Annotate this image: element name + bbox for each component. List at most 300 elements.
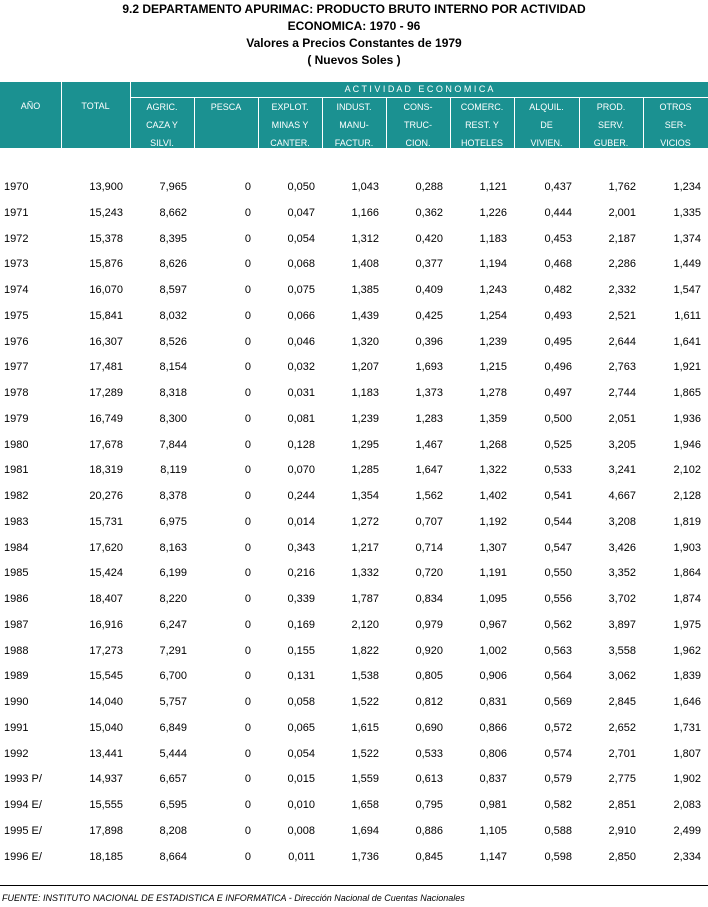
- table-row: [0, 336, 708, 362]
- value-cell: 2,128: [673, 490, 701, 502]
- value-cell: 1,254: [479, 309, 507, 322]
- column-header-line: HOTELES: [460, 138, 503, 148]
- value-cell: 1,903: [673, 541, 701, 554]
- table-row: [0, 490, 708, 516]
- value-cell: 0: [244, 438, 251, 451]
- value-cell: 0,845: [415, 850, 443, 863]
- column-divider: [61, 82, 62, 148]
- value-cell: 1,902: [673, 773, 701, 786]
- value-cell: 16,916: [89, 618, 123, 631]
- year-cell: 1992: [4, 747, 29, 760]
- column-header-line: TOTAL: [81, 101, 110, 111]
- value-cell: 0,046: [287, 335, 315, 348]
- table-row: [0, 361, 708, 387]
- value-cell: 17,289: [89, 387, 123, 399]
- value-cell: 1,658: [351, 799, 379, 811]
- year-cell: 1971: [4, 206, 29, 219]
- column-header-line: AGRIC.: [146, 102, 178, 112]
- value-cell: 0,066: [287, 309, 315, 322]
- value-cell: 1,874: [673, 593, 701, 605]
- value-cell: 7,844: [159, 438, 187, 451]
- value-cell: 17,678: [89, 438, 123, 451]
- value-cell: 1,312: [351, 232, 379, 245]
- value-cell: 0,497: [544, 387, 572, 399]
- value-cell: 0,556: [544, 593, 572, 605]
- year-cell: 1995 E/: [4, 824, 42, 837]
- value-cell: 0: [244, 387, 251, 399]
- value-cell: 0,288: [415, 181, 443, 193]
- value-cell: 0,054: [287, 747, 315, 760]
- value-cell: 0,795: [415, 799, 443, 811]
- column-header-line: REST. Y: [465, 120, 499, 130]
- value-cell: 2,644: [608, 335, 636, 348]
- value-cell: 2,652: [608, 721, 636, 734]
- value-cell: 0: [244, 181, 251, 193]
- value-cell: 0,425: [415, 309, 443, 322]
- column-header-line: CANTER.: [270, 138, 310, 148]
- table-row: [0, 696, 708, 722]
- year-cell: 1987: [4, 618, 29, 631]
- column-divider: [194, 98, 195, 148]
- value-cell: 0: [244, 850, 251, 863]
- value-cell: 1,359: [479, 412, 507, 425]
- value-cell: 1,332: [351, 567, 379, 580]
- value-cell: 1,936: [673, 412, 701, 425]
- table-row: [0, 310, 708, 336]
- year-cell: 1983: [4, 515, 29, 528]
- value-cell: 7,291: [159, 644, 187, 657]
- value-cell: 4,667: [608, 490, 636, 502]
- value-cell: 1,147: [479, 850, 507, 863]
- value-cell: 1,864: [673, 567, 701, 580]
- value-cell: 1,322: [479, 464, 507, 477]
- value-cell: 0: [244, 309, 251, 322]
- value-cell: 17,273: [89, 644, 123, 657]
- value-cell: 1,215: [479, 361, 507, 374]
- column-header-line: GUBER.: [593, 138, 629, 148]
- value-cell: 0,831: [479, 696, 507, 708]
- value-cell: 0,834: [415, 593, 443, 605]
- table-header: [0, 82, 708, 148]
- value-cell: 0,468: [544, 258, 572, 271]
- value-cell: 0,437: [544, 181, 572, 193]
- value-cell: 8,300: [159, 412, 187, 425]
- value-cell: 2,120: [351, 618, 379, 631]
- table-row: [0, 567, 708, 593]
- title-line-1: 9.2 DEPARTAMENTO APURIMAC: PRODUCTO BRUTO INTERNO POR ACTIVIDAD: [122, 2, 586, 16]
- value-cell: 1,307: [479, 541, 507, 554]
- value-cell: 1,278: [479, 387, 507, 399]
- value-cell: 0,598: [544, 850, 572, 863]
- value-cell: 0,065: [287, 721, 315, 734]
- title-line-2: ECONOMICA: 1970 - 96: [287, 19, 421, 33]
- value-cell: 0,866: [479, 721, 507, 734]
- value-cell: 0: [244, 799, 251, 811]
- value-cell: 0,547: [544, 541, 572, 554]
- table-row: [0, 645, 708, 671]
- value-cell: 1,819: [673, 515, 701, 528]
- value-cell: 1,095: [479, 593, 507, 605]
- column-header-line: SER-: [664, 120, 687, 130]
- value-cell: 1,547: [673, 284, 701, 296]
- table-row: [0, 851, 708, 877]
- value-cell: 20,276: [89, 490, 123, 502]
- value-cell: 0,574: [544, 747, 572, 760]
- value-cell: 1,243: [479, 284, 507, 296]
- value-cell: 0,047: [287, 206, 315, 219]
- table-row: [0, 516, 708, 542]
- value-cell: 0,588: [544, 824, 572, 837]
- value-cell: 1,787: [351, 593, 379, 605]
- value-cell: 0,032: [287, 361, 315, 374]
- value-cell: 8,662: [159, 206, 187, 219]
- value-cell: 0,981: [479, 799, 507, 811]
- value-cell: 0: [244, 747, 251, 760]
- value-cell: 0,525: [544, 438, 572, 451]
- value-cell: 1,043: [351, 181, 379, 193]
- value-cell: 0: [244, 721, 251, 734]
- value-cell: 17,620: [89, 541, 123, 554]
- value-cell: 1,194: [479, 258, 507, 271]
- value-cell: 16,070: [89, 284, 123, 296]
- value-cell: 1,320: [351, 335, 379, 348]
- value-cell: 0,564: [544, 670, 572, 683]
- value-cell: 0,562: [544, 618, 572, 631]
- value-cell: 1,646: [673, 696, 701, 708]
- value-cell: 3,558: [608, 644, 636, 657]
- value-cell: 1,354: [351, 490, 379, 502]
- year-cell: 1978: [4, 387, 29, 399]
- value-cell: 0,563: [544, 644, 572, 657]
- value-cell: 2,286: [608, 258, 636, 271]
- value-cell: 15,040: [89, 721, 123, 734]
- value-cell: 0,493: [544, 309, 572, 322]
- value-cell: 0,128: [287, 438, 315, 451]
- value-cell: 2,334: [673, 850, 701, 863]
- column-header-line: SERV.: [597, 120, 625, 130]
- value-cell: 5,444: [159, 747, 187, 760]
- year-cell: 1980: [4, 438, 29, 451]
- value-cell: 0,482: [544, 284, 572, 296]
- value-cell: 5,757: [159, 696, 187, 708]
- column-header-line: VIVIEN.: [530, 138, 563, 148]
- value-cell: 15,841: [89, 309, 123, 322]
- value-cell: 3,241: [608, 464, 636, 477]
- value-cell: 16,749: [89, 412, 123, 425]
- value-cell: 1,234: [673, 181, 701, 193]
- value-cell: 0,496: [544, 361, 572, 374]
- value-cell: 1,736: [351, 850, 379, 863]
- value-cell: 0: [244, 670, 251, 683]
- value-cell: 0,396: [415, 335, 443, 348]
- value-cell: 15,378: [89, 232, 123, 245]
- value-cell: 8,220: [159, 593, 187, 605]
- year-cell: 1994 E/: [4, 799, 42, 811]
- year-cell: 1977: [4, 361, 29, 374]
- value-cell: 1,647: [415, 464, 443, 477]
- value-cell: 8,163: [159, 541, 187, 554]
- value-cell: 8,119: [160, 464, 187, 477]
- value-cell: 0: [244, 593, 251, 605]
- value-cell: 2,051: [608, 412, 636, 425]
- value-cell: 1,239: [479, 335, 507, 348]
- column-header-line: SILVI.: [150, 138, 174, 148]
- value-cell: 1,207: [351, 361, 379, 374]
- value-cell: 18,319: [89, 464, 123, 477]
- column-header: [61, 97, 130, 115]
- value-cell: 6,975: [159, 515, 187, 528]
- value-cell: 17,481: [89, 361, 123, 374]
- value-cell: 0,886: [415, 824, 443, 837]
- year-cell: 1979: [4, 412, 29, 425]
- table-row: [0, 825, 708, 851]
- value-cell: 1,335: [673, 206, 701, 219]
- value-cell: 0,054: [287, 232, 315, 245]
- value-cell: 0: [244, 696, 251, 708]
- footer-divider: [0, 885, 708, 886]
- value-cell: 1,183: [479, 232, 507, 245]
- value-cell: 0,050: [287, 181, 315, 193]
- value-cell: 2,701: [608, 747, 636, 760]
- year-cell: 1973: [4, 258, 29, 271]
- column-divider: [386, 98, 387, 148]
- value-cell: 0,377: [415, 258, 443, 271]
- value-cell: 0: [244, 361, 251, 374]
- year-cell: 1974: [4, 284, 29, 296]
- value-cell: 15,731: [89, 515, 123, 528]
- value-cell: 15,424: [89, 567, 123, 580]
- title-line-4: ( Nuevos Soles ): [307, 53, 401, 67]
- value-cell: 0,058: [287, 696, 315, 708]
- column-header: [0, 97, 61, 115]
- value-cell: 0,906: [479, 670, 507, 683]
- value-cell: 1,295: [351, 438, 379, 451]
- value-cell: 13,441: [89, 747, 123, 760]
- value-cell: 0: [244, 824, 251, 837]
- column-header-line: COMERC.: [460, 102, 504, 112]
- table-row: [0, 799, 708, 825]
- table-row: [0, 439, 708, 465]
- value-cell: 7,965: [159, 181, 187, 193]
- value-cell: 0,081: [287, 412, 315, 425]
- table-row: [0, 284, 708, 310]
- value-cell: 1,226: [479, 206, 507, 219]
- value-cell: 8,318: [159, 387, 187, 399]
- column-header-line: CAZA Y: [146, 120, 178, 130]
- value-cell: 1,272: [351, 515, 379, 528]
- value-cell: 0,979: [415, 618, 443, 631]
- value-cell: 1,975: [673, 618, 701, 631]
- value-cell: 0,920: [415, 644, 443, 657]
- column-header-line: PESCA: [210, 102, 242, 112]
- value-cell: 3,352: [608, 567, 636, 580]
- value-cell: 0,707: [415, 515, 443, 528]
- column-divider: [579, 98, 580, 148]
- column-header-line: OTROS: [659, 102, 692, 112]
- column-divider: [322, 98, 323, 148]
- value-cell: 8,597: [159, 284, 187, 296]
- value-cell: 17,898: [89, 824, 123, 837]
- column-header-line: EXPLOT.: [271, 102, 309, 112]
- value-cell: 1,385: [351, 284, 379, 296]
- value-cell: 0,550: [544, 567, 572, 580]
- value-cell: 8,664: [159, 850, 187, 863]
- value-cell: 14,937: [89, 773, 123, 786]
- value-cell: 15,545: [89, 670, 123, 683]
- value-cell: 2,850: [608, 850, 636, 863]
- value-cell: 0,806: [479, 747, 507, 760]
- value-cell: 0: [244, 618, 251, 631]
- value-cell: 0: [244, 412, 251, 425]
- header-group-label: A C T I V I D A D E C O N O M I C A: [344, 84, 494, 94]
- value-cell: 0: [244, 773, 251, 786]
- value-cell: 1,962: [673, 644, 701, 657]
- column-header-line: AÑO: [20, 101, 41, 111]
- value-cell: 0,031: [287, 387, 315, 399]
- column-header-line: INDUST.: [336, 102, 372, 112]
- value-cell: 0,244: [287, 490, 315, 502]
- value-cell: 0: [244, 206, 251, 219]
- table-title: [0, 1, 708, 69]
- value-cell: 0,420: [415, 232, 443, 245]
- column-header-line: FACTUR.: [334, 138, 374, 148]
- value-cell: 1,559: [351, 773, 379, 786]
- value-cell: 1,731: [673, 721, 701, 734]
- table-row: [0, 207, 708, 233]
- year-cell: 1988: [4, 644, 29, 657]
- value-cell: 8,154: [159, 361, 187, 374]
- value-cell: 1,522: [351, 696, 379, 708]
- value-cell: 1,865: [673, 387, 701, 399]
- value-cell: 8,378: [159, 490, 187, 502]
- value-cell: 6,247: [159, 618, 187, 631]
- value-cell: 1,807: [673, 747, 701, 760]
- column-header: [130, 98, 194, 152]
- table-row: [0, 773, 708, 799]
- value-cell: 1,268: [479, 438, 507, 451]
- value-cell: 0,533: [415, 747, 443, 760]
- column-header: [579, 98, 643, 152]
- year-cell: 1981: [4, 464, 29, 477]
- column-divider: [258, 98, 259, 148]
- value-cell: 2,910: [608, 824, 636, 837]
- column-header-line: TRUC-: [404, 120, 432, 130]
- year-cell: 1984: [4, 541, 29, 554]
- value-cell: 2,851: [608, 799, 636, 811]
- value-cell: 1,822: [351, 644, 379, 657]
- value-cell: 2,187: [608, 232, 636, 245]
- value-cell: 0,579: [544, 773, 572, 786]
- value-cell: 1,439: [351, 309, 379, 322]
- value-cell: 2,845: [608, 696, 636, 708]
- year-cell: 1982: [4, 490, 29, 502]
- value-cell: 6,700: [159, 670, 187, 683]
- value-cell: 0,010: [287, 799, 315, 811]
- value-cell: 1,285: [351, 464, 379, 477]
- value-cell: 1,562: [415, 490, 443, 502]
- value-cell: 2,775: [608, 773, 636, 786]
- column-header-line: ALQUIL.: [529, 102, 564, 112]
- value-cell: 0: [244, 644, 251, 657]
- column-divider: [514, 98, 515, 148]
- value-cell: 0,967: [479, 618, 507, 631]
- title-line-3: Valores a Precios Constantes de 1979: [246, 36, 462, 50]
- year-cell: 1993 P/: [4, 773, 42, 786]
- value-cell: 2,763: [608, 361, 636, 374]
- table-row: [0, 233, 708, 259]
- table-row: [0, 258, 708, 284]
- table-row: [0, 748, 708, 774]
- table-row: [0, 542, 708, 568]
- value-cell: 6,595: [159, 799, 187, 811]
- value-cell: 0: [244, 490, 251, 502]
- value-cell: 0,216: [287, 567, 315, 580]
- column-header-line: PROD.: [596, 102, 626, 112]
- value-cell: 0,409: [415, 284, 443, 296]
- value-cell: 1,615: [351, 721, 379, 734]
- value-cell: 1,408: [351, 258, 379, 271]
- column-divider: [643, 98, 644, 148]
- value-cell: 8,395: [159, 232, 187, 245]
- column-header-line: MINAS Y: [271, 120, 309, 130]
- column-header-line: CONS-: [403, 102, 433, 112]
- value-cell: 1,121: [479, 181, 507, 193]
- column-divider: [130, 82, 131, 148]
- column-header: [322, 98, 386, 152]
- value-cell: 2,083: [673, 799, 701, 811]
- year-cell: 1990: [4, 696, 29, 708]
- value-cell: 8,526: [159, 335, 187, 348]
- value-cell: 0,569: [544, 696, 572, 708]
- year-cell: 1976: [4, 335, 29, 348]
- value-cell: 0: [244, 541, 251, 554]
- value-cell: 1,839: [673, 670, 701, 683]
- table-row: [0, 619, 708, 645]
- value-cell: 0,070: [287, 464, 315, 477]
- value-cell: 0: [244, 515, 251, 528]
- value-cell: 1,373: [415, 387, 443, 399]
- value-cell: 0,444: [544, 206, 572, 219]
- value-cell: 0,544: [544, 515, 572, 528]
- value-cell: 0,805: [415, 670, 443, 683]
- value-cell: 1,694: [351, 824, 379, 837]
- value-cell: 0,169: [287, 618, 315, 631]
- source-note: FUENTE: INSTITUTO NACIONAL DE ESTADISTICA E INFORMATICA - Dirección Nacional de Cuentas Nacionales: [2, 893, 465, 903]
- value-cell: 0: [244, 464, 251, 477]
- value-cell: 0,495: [544, 335, 572, 348]
- value-cell: 15,243: [89, 206, 123, 219]
- value-cell: 1,166: [351, 206, 379, 219]
- value-cell: 0,541: [544, 490, 572, 502]
- column-header: [194, 98, 258, 116]
- year-cell: 1970: [4, 181, 29, 193]
- value-cell: 15,555: [89, 799, 123, 811]
- value-cell: 0: [244, 258, 251, 271]
- value-cell: 0,339: [287, 593, 315, 605]
- value-cell: 0,131: [287, 670, 315, 683]
- year-cell: 1972: [4, 232, 29, 245]
- value-cell: 3,062: [608, 670, 636, 683]
- value-cell: 0: [244, 284, 251, 296]
- value-cell: 2,001: [608, 206, 636, 219]
- value-cell: 16,307: [89, 335, 123, 348]
- value-cell: 3,897: [608, 618, 636, 631]
- value-cell: 1,105: [479, 824, 507, 837]
- value-cell: 1,467: [415, 438, 443, 451]
- table-row: [0, 413, 708, 439]
- table-row: [0, 722, 708, 748]
- column-header: [643, 98, 708, 152]
